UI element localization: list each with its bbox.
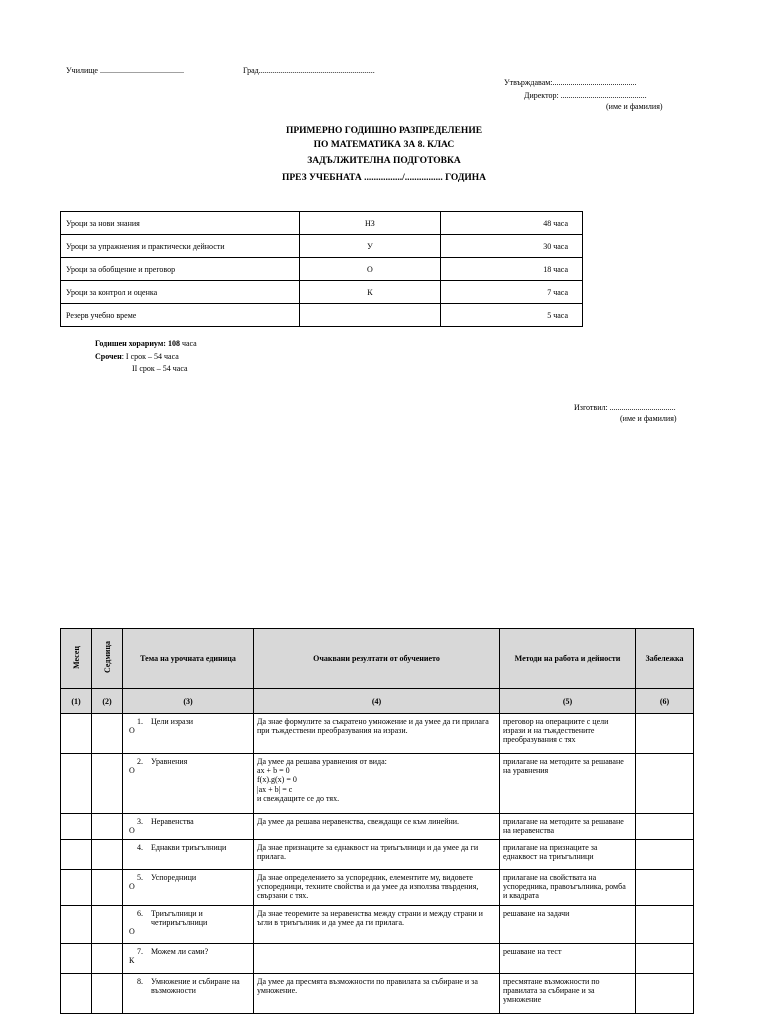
note-cell [636,840,694,870]
plan-row [61,944,694,974]
month-cell [61,870,92,906]
topic-title: Цели изрази [151,717,194,726]
topic-cell [123,870,254,906]
result-line: f(x).g(x) = 0 [257,775,297,785]
result-cell: Да знае теоремите за неравенства между страни и между страни и ъгли в триъгълник и да умее да ги прилага. [254,906,500,944]
topic-title: Умножение и събиране на възможности [151,977,240,996]
topic-number: 4. [137,843,143,852]
week-cell [92,870,123,906]
note-cell [636,870,694,906]
results-header: Очаквани резултати от обучението [254,629,500,689]
topic-cell [123,906,254,944]
lesson-type-code: О [129,882,135,892]
month-cell [61,714,92,754]
lesson-type-hours: 5 часа [441,304,583,327]
prepared-by-field: Изготвил: ................................. [574,403,676,412]
month-cell [61,814,92,840]
method-cell: решаване на тест [500,944,636,974]
result-cell: Да знае определението за успоредник, елементите му, видовете успоредници, техните свойства и да умее да използва твърдения, свързани с тях. [254,870,500,906]
doc-title-line2: ПО МАТЕМАТИКА ЗА 8. КЛАС [313,140,455,150]
city-field: Град.......................................................... [243,66,375,75]
result-line: |ax + b| = c [257,784,293,794]
result-cell: Да умее да пресмята възможности по правилата за събиране и за умножение. [254,974,500,1014]
term2-hours: II срок – 54 часа [132,364,188,373]
lesson-type-row [61,281,583,304]
lesson-type-row [61,304,583,327]
topic-title: Еднакви триъгълници [151,843,227,852]
lesson-types-table [60,211,583,327]
topic-title: Уравнения [151,757,188,766]
lesson-type-row [61,258,583,281]
week-cell [92,840,123,870]
result-cell: Да знае признаците за еднаквост на триъгълници и да умее да ги прилага. [254,840,500,870]
week-header: Седмица [92,629,123,689]
topic-cell [123,974,254,1014]
lesson-type-code: К [299,281,441,304]
result-cell: Да знае формулите за съкратено умножение и да умее да ги прилага при тъждествени преобразувания на изрази. [254,714,500,754]
term1-hours: : I срок – 54 часа [121,352,179,361]
topic-title: Успоредници [151,873,197,882]
topic-title: Можем ли сами? [151,947,209,956]
topic-number: 5. [137,873,143,882]
annual-hours-value: : 108 [163,339,180,348]
doc-title-line4: ПРЕЗ УЧЕБНАТА ................/................ ГОДИНА [281,173,487,183]
note-cell [636,906,694,944]
week-cell [92,754,123,814]
result-line: и свеждащите се до тях. [257,793,340,803]
director-field: Директор: ........................................... [524,91,647,100]
lesson-type-code: О [129,766,135,776]
col-number: (4) [254,689,500,714]
week-cell [92,814,123,840]
topic-number: 7. [137,947,143,956]
result-cell [254,944,500,974]
plan-row [61,754,694,814]
result-line: Да умее да решава уравнения от вида: [257,757,387,766]
lesson-type-hours: 30 часа [441,235,583,258]
plan-row [61,906,694,944]
method-cell: решаване на задачи [500,906,636,944]
plan-row [61,714,694,754]
lesson-type-code: НЗ [299,212,441,235]
method-cell: прилагане на методите за решаване на уравнения [500,754,636,814]
result-cell [254,754,500,814]
plan-row [61,840,694,870]
method-cell: прилагане на свойствата на успоредника, правоъгълника, ромба и квадрата [500,870,636,906]
annual-hours-label: Годишен хорариум [95,339,164,348]
note-cell [636,754,694,814]
plan-row [61,974,694,1014]
result-line: ax + b = 0 [257,766,290,776]
col-number: (2) [92,689,123,714]
methods-header: Методи на работа и дейности [500,629,636,689]
topic-number: 1. [137,717,143,726]
note-cell [636,944,694,974]
topic-cell [123,814,254,840]
topic-cell [123,714,254,754]
lesson-type-label: Уроци за контрол и оценка [61,281,300,304]
term-hours [95,352,179,361]
topic-cell [123,754,254,814]
month-cell [61,906,92,944]
topic-cell [123,840,254,870]
lesson-type-code: О [299,258,441,281]
doc-title-line3: ЗАДЪЛЖИТЕЛНА ПОДГОТОВКА [307,156,461,166]
plan-row [61,870,694,906]
month-cell [61,840,92,870]
topic-cell [123,944,254,974]
lesson-type-hours: 18 часа [441,258,583,281]
col-number: (1) [61,689,92,714]
lesson-type-label: Уроци за упражнения и практически дейности [61,235,300,258]
lesson-type-label: Резерв учебно време [61,304,300,327]
col-number: (3) [123,689,254,714]
plan-row [61,814,694,840]
approve-field: Утвърждавам:.......................................... [504,78,637,87]
annual-hours [95,339,197,348]
prepared-by-note: (име и фамилия) [620,414,677,423]
school-field: Училище .......................................... [66,66,184,75]
lesson-type-code: О [129,826,135,836]
lesson-type-code: О [129,927,135,937]
topic-number: 2. [137,757,143,766]
method-cell: прилагане на признаците за еднаквост на триъгълници [500,840,636,870]
notes-header: Забележка [636,629,694,689]
doc-title-line1: ПРИМЕРНО ГОДИШНО РАЗПРЕДЕЛЕНИЕ [285,126,483,136]
topic-title: Неравенства [151,817,194,826]
topic-header: Тема на урочната единица [123,629,254,689]
topic-number: 6. [137,909,143,918]
annual-hours-unit: часа [179,339,197,348]
note-cell [636,974,694,1014]
method-cell: преговор на операциите с цели изрази и на тъждествените преобразувания с тях [500,714,636,754]
week-cell [92,974,123,1014]
director-name-note: (име и фамилия) [606,102,663,111]
month-cell [61,944,92,974]
week-cell [92,714,123,754]
topic-number: 8. [137,977,143,986]
lesson-type-label: Уроци за обобщение и преговор [61,258,300,281]
lesson-type-hours: 7 часа [441,281,583,304]
lesson-type-code: У [299,235,441,258]
lesson-type-row [61,235,583,258]
col-number: (6) [636,689,694,714]
method-cell: пресмятане възможности по правилата за събиране и за умножение [500,974,636,1014]
week-cell [92,906,123,944]
lesson-type-code: О [129,726,135,736]
topic-title: Триъгълници и четириъгълници [151,909,208,928]
note-cell [636,714,694,754]
col-number: (5) [500,689,636,714]
month-header: Месец [61,629,92,689]
note-cell [636,814,694,840]
month-cell [61,974,92,1014]
lesson-type-code: К [129,956,135,966]
term-hours-label: Срочен [95,352,122,361]
method-cell: прилагане на методите за решаване на неравенства [500,814,636,840]
week-cell [92,944,123,974]
lesson-type-hours: 48 часа [441,212,583,235]
month-cell [61,754,92,814]
lesson-type-label: Уроци за нови знания [61,212,300,235]
result-cell: Да умее да решава неравенства, свеждащи се към линейни. [254,814,500,840]
topic-number: 3. [137,817,143,826]
annual-plan-table [60,628,694,1014]
lesson-type-row [61,212,583,235]
lesson-type-code [299,304,441,327]
